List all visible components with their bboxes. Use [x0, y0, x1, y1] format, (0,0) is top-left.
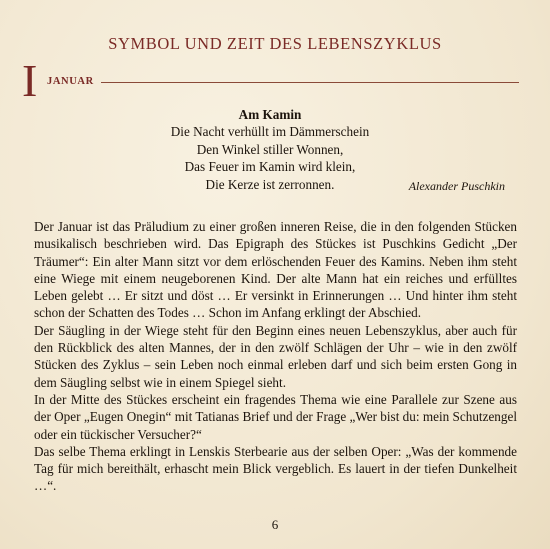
paragraph: Der Januar ist das Präludium zu einer großen inneren Reise, die in den folgenden Stücken musikalisch beschrieben wird. Das Epigraph des Stückes ist Puschkins Gedicht „Der Träumer“: Ein alter Mann sitzt vor dem erlöschenden Feuer des Kamins. Neben ihm steht eine Wiege mit einem neugeborenen Kind. Der alte Mann hat ein reiches und erfülltes Leben gelebt … Er sitzt und döst … Er versinkt in Erinnerungen … Und hinter ihm steht schon der Schatten des Todes … Schon im Anfang erklingt der Abschied. [34, 219, 517, 321]
page-header-title: SYMBOL UND ZEIT DES LEBENSZYKLUS [108, 34, 442, 53]
divider-rule [101, 82, 519, 83]
section-numeral: I [22, 55, 38, 106]
poem-line: Die Nacht verhüllt im Dämmerschein [170, 124, 370, 140]
body-text [34, 218, 517, 495]
poem-title: Am Kamin [238, 107, 302, 122]
poem-line: Das Feuer im Kamin wird klein, [184, 159, 356, 175]
poem-line: Den Winkel stiller Wonnen, [196, 141, 344, 157]
month-label: JANUAR [47, 76, 94, 87]
paragraph: Das selbe Thema erklingt in Lenskis Sterbearie aus der selben Oper: „Was der kommende Tag für mich bereithält, erhascht mein Blick vergeblich. Es lauert in der tiefen Dunkelheit …“. [34, 443, 517, 494]
page-number: 6 [271, 517, 279, 532]
poem-line: Die Kerze ist zerronnen. [205, 176, 335, 192]
poem-author: Alexander Puschkin [408, 179, 505, 193]
paragraph: In der Mitte des Stückes erscheint ein fragendes Thema wie eine Parallele zur Szene aus der Oper „Eugen Onegin“ mit Tatianas Brief und der Frage „Wer bist du: mein Schutzengel oder ein tückischer Versucher?“ [34, 391, 517, 442]
poem-block [120, 106, 420, 193]
paragraph: Der Säugling in der Wiege steht für den Beginn eines neuen Lebenszyklus, aber auch für den Rückblick des alten Mannes, der in den zwölf Schlägen der Uhr – wie in den zwölf Stücken des Zyklus – sein Leben noch einmal erleben darf und sich beim ersten Gong in dem Säugling selbst wie in einem Spiegel sieht. [34, 322, 517, 390]
